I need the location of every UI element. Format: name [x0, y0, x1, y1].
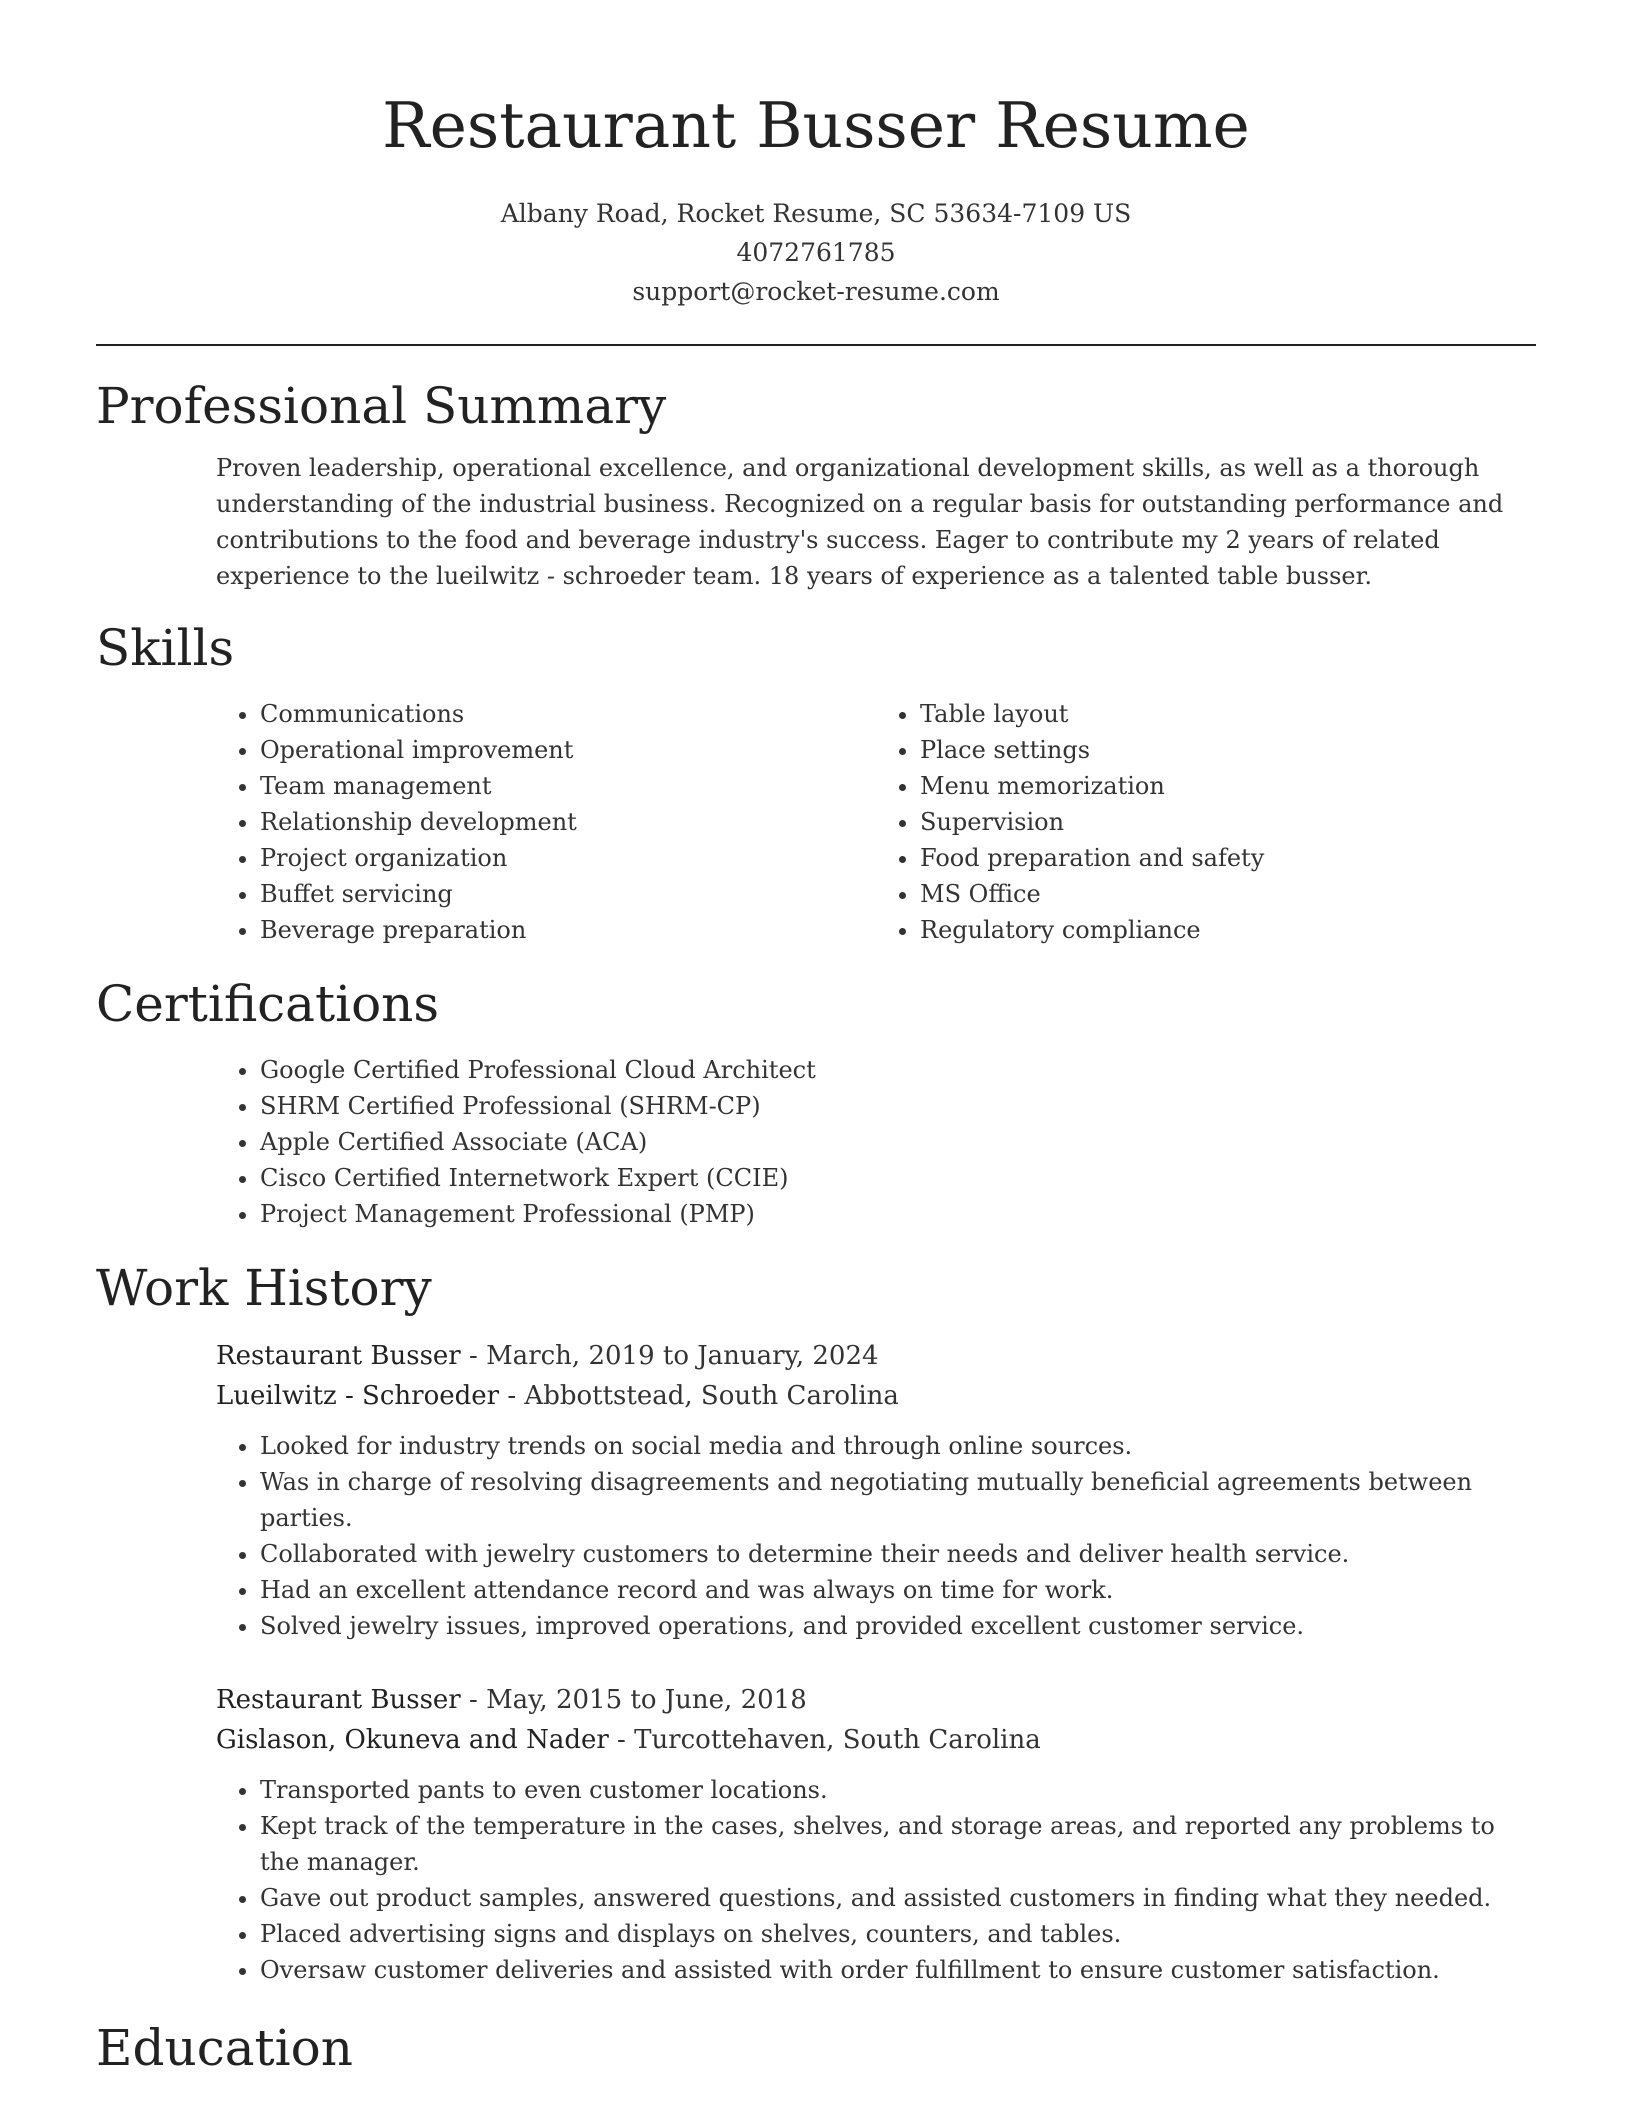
job-duty-item: • Looked for industry trends on social media and through online sources.	[260, 1428, 1510, 1464]
skills-list-left	[216, 696, 876, 948]
job-company: Lueilwitz - Schroeder	[216, 1381, 500, 1411]
skills-section	[96, 618, 1536, 948]
skill-item: • Relationship development	[260, 804, 876, 840]
section-heading-education: Education	[96, 2019, 353, 2077]
skill-item: • Buffet servicing	[260, 876, 876, 912]
job-entry	[216, 1336, 1536, 1644]
skill-item: • Place settings	[920, 732, 1536, 768]
skill-item: • Regulatory compliance	[920, 912, 1536, 948]
job-duties-list	[216, 1428, 1510, 1644]
contact-email: support@rocket-resume.com	[632, 277, 1000, 306]
certification-item: • Apple Certified Associate (ACA)	[260, 1124, 1536, 1160]
section-heading-summary: Professional Summary	[96, 377, 667, 435]
job-title: Restaurant Busser	[216, 1685, 461, 1715]
job-company-line	[216, 1376, 1536, 1416]
job-duties-list	[216, 1772, 1510, 1988]
certification-item: • Google Certified Professional Cloud Architect	[260, 1052, 1536, 1088]
job-company: Gislason, Okuneva and Nader	[216, 1725, 609, 1755]
certification-item: • Project Management Professional (PMP)	[260, 1196, 1536, 1232]
section-heading-skills: Skills	[96, 619, 235, 677]
resume-title: Restaurant Busser Resume	[382, 89, 1250, 162]
header-divider	[96, 344, 1536, 346]
skills-columns	[96, 696, 1536, 948]
job-duty-item: • Gave out product samples, answered questions, and assisted customers in finding what they needed.	[260, 1880, 1510, 1916]
skill-item: • MS Office	[920, 876, 1536, 912]
summary-text: Proven leadership, operational excellence, and organizational development skills, as well as a thorough understanding of the industrial business. Recognized on a regular basis for outstanding performance and contributions to the food and beverage industry's success. Eager to contribute my 2 years of related experience to the lueilwitz - schroeder team. 18 years of experience as a talented table busser.	[216, 454, 1504, 590]
certification-item: • SHRM Certified Professional (SHRM-CP)	[260, 1088, 1536, 1124]
education-section	[96, 2018, 1536, 2078]
certifications-list	[216, 1052, 1536, 1232]
skill-item: • Table layout	[920, 696, 1536, 732]
section-heading-certifications: Certifications	[96, 975, 440, 1033]
certification-item: • Cisco Certified Internetwork Expert (CCIE)	[260, 1160, 1536, 1196]
skill-item: • Menu memorization	[920, 768, 1536, 804]
job-location: - Turcottehaven, South Carolina	[608, 1725, 1041, 1755]
skill-item: • Operational improvement	[260, 732, 876, 768]
professional-summary-section	[96, 376, 1536, 594]
job-duty-item: • Solved jewelry issues, improved operations, and provided excellent customer service.	[260, 1608, 1510, 1644]
contact-phone: 4072761785	[736, 238, 896, 267]
job-duty-item: • Was in charge of resolving disagreements and negotiating mutually beneficial agreements between parties.	[260, 1464, 1510, 1536]
job-title-line	[216, 1336, 1536, 1376]
job-entry	[216, 1680, 1536, 1988]
job-duty-item: • Kept track of the temperature in the cases, shelves, and storage areas, and reported any problems to the manager.	[260, 1808, 1510, 1880]
job-duty-item: • Had an excellent attendance record and was always on time for work.	[260, 1572, 1510, 1608]
job-dates: - May, 2015 to June, 2018	[460, 1685, 807, 1715]
skill-item: • Supervision	[920, 804, 1536, 840]
skill-item: • Communications	[260, 696, 876, 732]
job-title-line	[216, 1680, 1536, 1720]
skill-item: • Project organization	[260, 840, 876, 876]
section-heading-work-history: Work History	[96, 1259, 432, 1317]
job-title: Restaurant Busser	[216, 1341, 461, 1371]
resume-header	[96, 0, 1536, 311]
contact-address: Albany Road, Rocket Resume, SC 53634-7109 US	[500, 199, 1132, 228]
contact-info	[96, 194, 1536, 311]
job-company-line	[216, 1720, 1536, 1760]
work-history-section	[96, 1258, 1536, 1988]
skill-item: • Beverage preparation	[260, 912, 876, 948]
job-dates: - March, 2019 to January, 2024	[460, 1341, 879, 1371]
job-duty-item: • Placed advertising signs and displays on shelves, counters, and tables.	[260, 1916, 1510, 1952]
job-location: - Abbottstead, South Carolina	[499, 1381, 899, 1411]
job-duty-item: • Oversaw customer deliveries and assisted with order fulfillment to ensure customer satisfaction.	[260, 1952, 1510, 1988]
skills-list-right	[876, 696, 1536, 948]
skill-item: • Team management	[260, 768, 876, 804]
skill-item: • Food preparation and safety	[920, 840, 1536, 876]
job-duty-item: • Transported pants to even customer locations.	[260, 1772, 1510, 1808]
resume-page	[96, 0, 1536, 2112]
certifications-section	[96, 974, 1536, 1232]
job-duty-item: • Collaborated with jewelry customers to determine their needs and deliver health service.	[260, 1536, 1510, 1572]
